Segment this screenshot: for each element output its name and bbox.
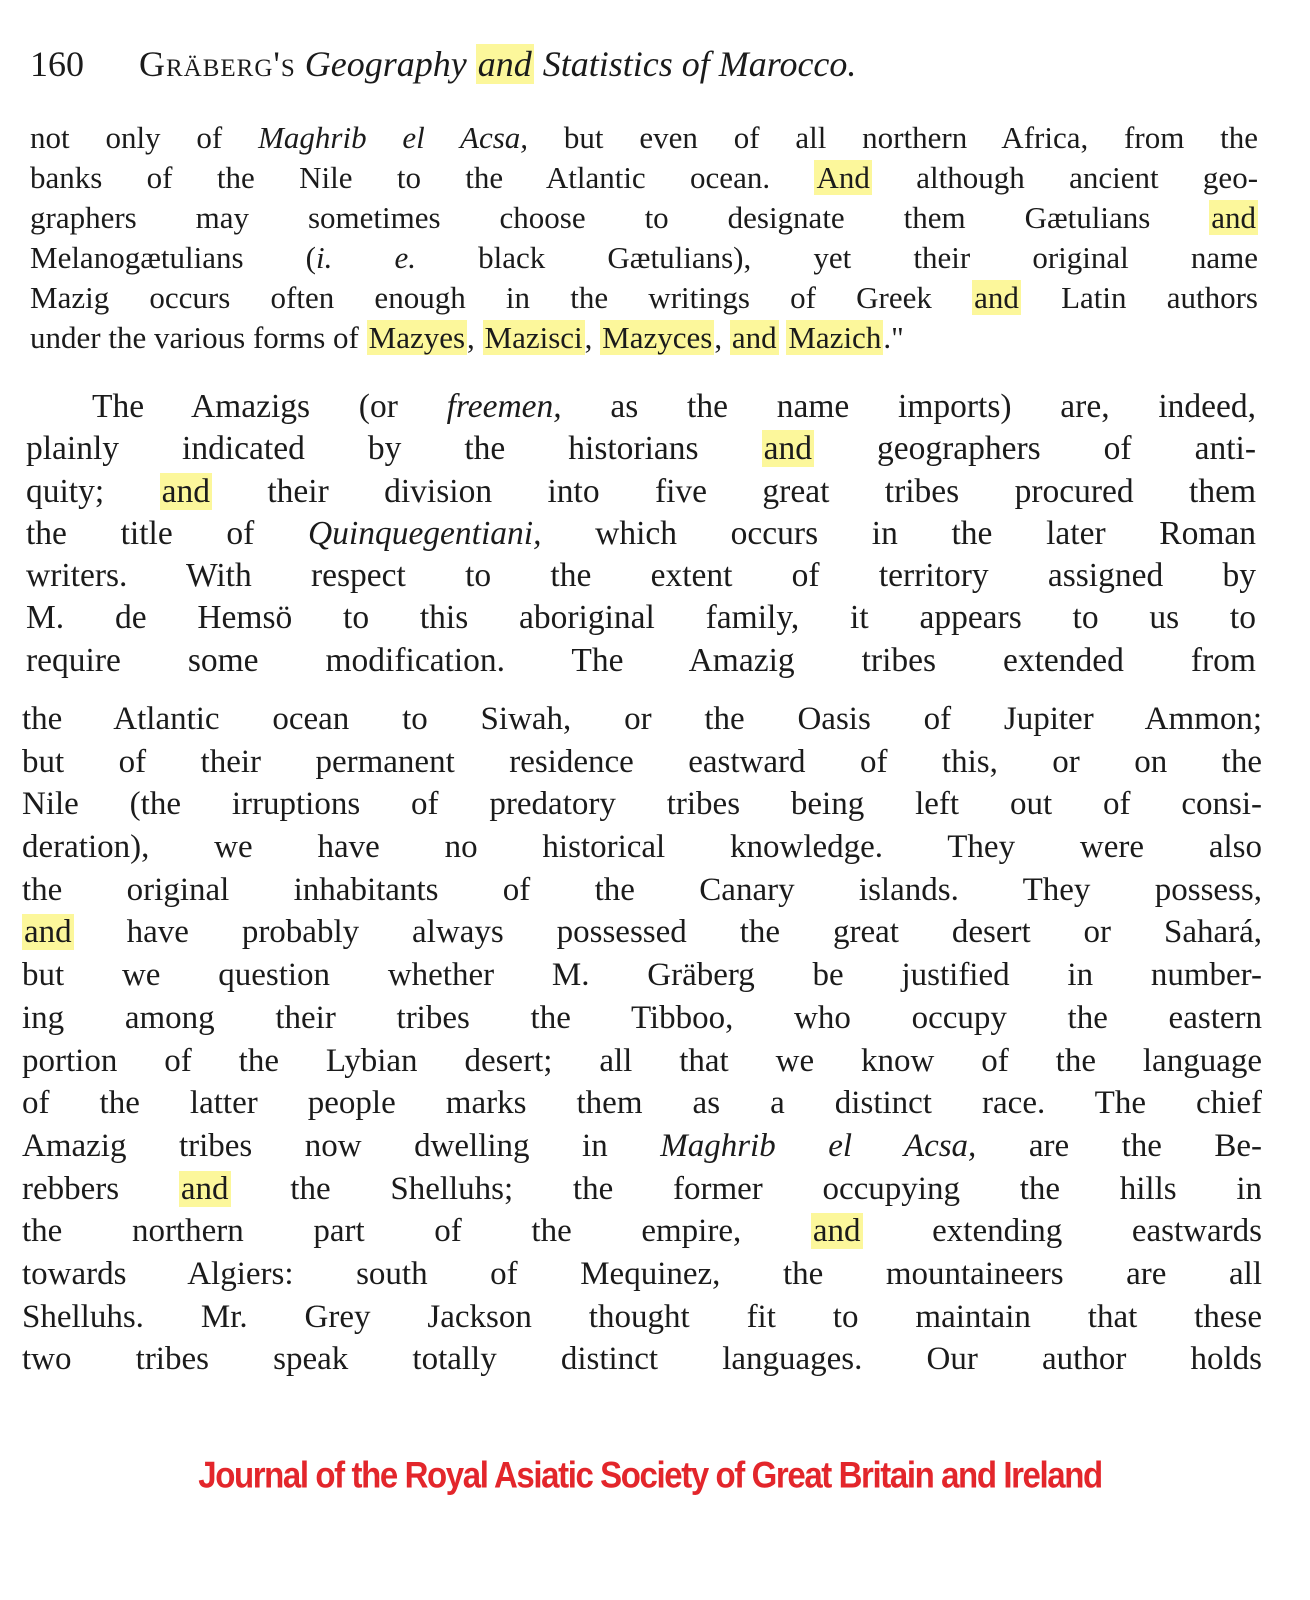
text-line: the title of Quinquegentiani, which occurs in the later Roman [26, 514, 1257, 552]
highlighted-word: and [180, 1170, 229, 1207]
text-line: but we question whether M. Gräberg be justified in number- [22, 957, 1262, 994]
page-number: 160 [30, 44, 84, 84]
text-line: the Atlantic ocean to Siwah, or the Oasis of Jupiter Ammon; [22, 701, 1262, 737]
text-line: Melanogætulians (i. e. black Gætulians), yet their original name [30, 240, 1259, 275]
text-line: M. de Hemsö to this aboriginal family, it appears to us to [26, 599, 1256, 637]
text-line: banks of the Nile to the Atlantic ocean. And although ancient geo- [30, 160, 1259, 195]
highlighted-word: and [974, 280, 1019, 315]
highlighted-word: and [1211, 200, 1257, 235]
text-line: The Amazigs (or freemen, as the name imports) are, indeed, [92, 388, 1256, 425]
highlighted-word: and [477, 44, 532, 84]
text-line: Amazig tribes now dwelling in Maghrib el Acsa, are the Be- [22, 1127, 1263, 1164]
highlighted-word: and [161, 472, 210, 510]
text-line: quity; and their division into five great tribes procured them [26, 472, 1256, 510]
highlighted-word: and [812, 1213, 861, 1250]
text-line: rebbers and the Shelluhs; the former occupying the hills in [22, 1170, 1263, 1207]
source-caption-text: Journal of the Royal Asiatic Society of Great Britain and Ireland [198, 1453, 1102, 1496]
header-author: Gräberg's [139, 44, 296, 84]
text-line: not only of Maghrib el Acsa, but even of all northern Africa, from the [30, 120, 1259, 155]
highlighted-word: Mazyes [368, 320, 466, 355]
text-line: graphers may sometimes choose to designate them Gætulians and [30, 200, 1257, 235]
text-line: of the latter people marks them as a distinct race. The chief [22, 1085, 1262, 1122]
text-line: portion of the Lybian desert; all that we know of the language [22, 1042, 1262, 1079]
highlighted-word: Mazich [788, 320, 882, 355]
source-caption [0, 1454, 1180, 1497]
running-header [30, 38, 1270, 90]
text-line: require some modification. The Amazig tribes extended from [26, 641, 1256, 679]
highlighted-word: Mazisci [484, 320, 583, 355]
text-line: plainly indicated by the historians and geographers of anti- [26, 430, 1256, 468]
highlighted-word: And [816, 160, 870, 195]
text-line: and have probably always possessed the great desert or Sahará, [24, 914, 1263, 951]
text-line: ing among their tribes the Tibboo, who occupy the eastern [22, 999, 1262, 1036]
text-line: under the various forms of Mazyes, Mazisci, Mazyces, and Mazich." [30, 320, 904, 355]
text-line: Shelluhs. Mr. Grey Jackson thought fit to maintain that these [22, 1298, 1262, 1335]
text-line: two tribes speak totally distinct languages. Our author holds [22, 1341, 1262, 1378]
text-line: the northern part of the empire, and extending eastwards [22, 1213, 1262, 1250]
text-line: Nile (the irruptions of predatory tribes being left out of consi- [22, 786, 1262, 823]
highlighted-word: and [24, 914, 72, 951]
paragraph-amazigs [26, 386, 1256, 682]
text-line: towards Algiers: south of Mequinez, the mountaineers are all [22, 1255, 1262, 1292]
paragraph-tribes [22, 698, 1262, 1381]
text-line: but of their permanent residence eastward of this, or on the [22, 743, 1262, 780]
paragraph-continued-quote [30, 118, 1258, 358]
text-line: writers. With respect to the extent of territory assigned by [26, 557, 1256, 595]
text-line: the original inhabitants of the Canary islands. They possess, [22, 871, 1262, 908]
header-title: Geography and Statistics of Marocco. [304, 44, 857, 84]
highlighted-word: and [763, 430, 812, 468]
highlighted-word: Mazyces [602, 320, 713, 355]
text-line: Mazig occurs often enough in the writings of Greek and Latin authors [30, 280, 1259, 315]
text-line: deration), we have no historical knowledge. They were also [22, 829, 1262, 866]
highlighted-word: and [731, 320, 777, 355]
